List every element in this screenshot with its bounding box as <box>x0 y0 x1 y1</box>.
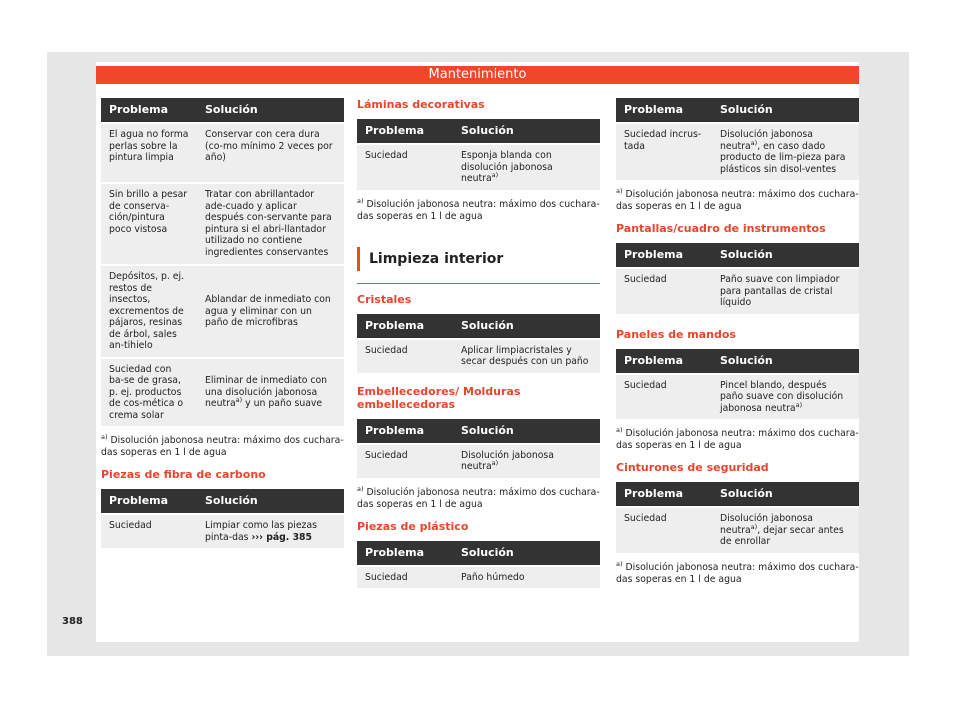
column-left <box>101 98 344 548</box>
table-header-problem: Problema <box>357 541 453 566</box>
table-header-solution: Solución <box>453 314 600 339</box>
footnote: $^{a)}$ Disolución jabonosa neutra: máximo dos cuchara-das soperas en 1 l de agua <box>616 559 859 585</box>
table-row <box>101 183 344 265</box>
cell-solution: Pincel blando, después paño suave con disolución jabonosa neutra$^{a)}$ <box>712 374 859 420</box>
table-row <box>357 444 600 478</box>
table-header-solution: Solución <box>712 482 859 507</box>
section-title: Láminas decorativas <box>357 98 485 111</box>
table-header-problem: Problema <box>357 314 453 339</box>
table-header-problem: Problema <box>616 349 712 374</box>
cell-problem: Sin brillo a pesar de conserva-ción/pintura poco vistosa <box>101 183 197 265</box>
table-header-solution: Solución <box>453 541 600 566</box>
footnote: $^{a)}$ Disolución jabonosa neutra: máximo dos cuchara-das soperas en 1 l de agua <box>101 432 344 458</box>
table-row <box>357 144 600 190</box>
table-row <box>616 268 859 314</box>
footnote: $^{a)}$ Disolución jabonosa neutra: máximo dos cuchara-das soperas en 1 l de agua <box>357 196 600 222</box>
cell-problem: Suciedad <box>101 514 197 548</box>
cell-solution: Aplicar limpiacristales y secar después con un paño <box>453 339 600 373</box>
glass-table <box>357 314 600 373</box>
cell-solution: Eliminar de inmediato con una disolución jabonosa neutra$^{a)}$ y un paño suave <box>197 358 344 427</box>
decor-table <box>357 119 600 190</box>
table-header-solution: Solución <box>712 349 859 374</box>
table-row <box>616 374 859 420</box>
section-title: Cristales <box>357 292 412 306</box>
cell-problem: Suciedad <box>357 444 453 478</box>
cell-problem: Suciedad <box>357 339 453 373</box>
footnote: $^{a)}$ Disolución jabonosa neutra: máximo dos cuchara-das soperas en 1 l de agua <box>616 186 859 212</box>
table-header-solution: Solución <box>712 98 859 123</box>
cell-problem: Suciedad <box>616 268 712 314</box>
table-row <box>357 566 600 589</box>
table-header-problem: Problema <box>616 243 712 268</box>
section-heading: Limpieza interior <box>357 247 600 271</box>
cell-problem: Suciedad con ba-se de grasa, p. ej. productos de cos-mética o crema solar <box>101 358 197 427</box>
cell-solution: Limpiar como las piezas pinta-das ››› pág. 385 <box>197 514 344 548</box>
crusted-table <box>616 98 859 180</box>
table-row <box>101 514 344 548</box>
section-title: Paneles de mandos <box>616 327 736 341</box>
carbon-table <box>101 489 344 548</box>
table-header-problem: Problema <box>616 98 712 123</box>
section-title: Pantallas/cuadro de instrumentos <box>616 222 826 235</box>
table-header-problem: Problema <box>101 489 197 514</box>
table-row <box>616 123 859 180</box>
trim-table <box>357 419 600 478</box>
cell-solution: Esponja blanda con disolución jabonosa neutra$^{a)}$ <box>453 144 600 190</box>
table-header-problem: Problema <box>101 98 197 123</box>
screens-table <box>616 243 859 314</box>
table-row <box>101 358 344 427</box>
heading-block <box>357 247 600 284</box>
cell-solution: Paño suave con limpiador para pantallas de cristal líquido <box>712 268 859 314</box>
page-number: 388 <box>62 616 83 627</box>
section-title: Embellecedores/ Molduras embellecedoras <box>357 384 521 411</box>
cell-solution: Paño húmedo <box>453 566 600 589</box>
section-title: Cinturones de seguridad <box>616 461 769 474</box>
controls-table <box>616 349 859 420</box>
cell-solution: Tratar con abrillantador ade-cuado y aplicar después con-servante para pintura si el abri-llantador utilizado no contiene ingredientes conservantes <box>197 183 344 265</box>
table-header-solution: Solución <box>453 119 600 144</box>
table-row <box>357 339 600 373</box>
table-row <box>101 123 344 183</box>
table-row <box>101 265 344 358</box>
footnote: $^{a)}$ Disolución jabonosa neutra: máximo dos cuchara-das soperas en 1 l de agua <box>616 425 859 451</box>
paint-table <box>101 98 344 426</box>
table-header-problem: Problema <box>616 482 712 507</box>
column-middle <box>357 98 600 588</box>
cell-problem: El agua no forma perlas sobre la pintura limpia <box>101 123 197 183</box>
footnote: $^{a)}$ Disolución jabonosa neutra: máximo dos cuchara-das soperas en 1 l de agua <box>357 484 600 510</box>
cell-solution: Disolución jabonosa neutra$^{a)}$ <box>453 444 600 478</box>
section-title: Piezas de plástico <box>357 519 469 533</box>
cell-problem: Suciedad <box>616 374 712 420</box>
cell-problem: Depósitos, p. ej. restos de insectos, excrementos de pájaros, resinas de árbol, sales an-tihielo <box>101 265 197 358</box>
table-header-problem: Problema <box>357 419 453 444</box>
cell-solution: Ablandar de inmediato con agua y eliminar con un paño de microfibras <box>197 265 344 358</box>
page-header: Mantenimiento <box>96 66 859 84</box>
belts-table <box>616 482 859 553</box>
cell-solution: Disolución jabonosa neutra$^{a)}$, dejar secar antes de enrollar <box>712 507 859 553</box>
table-row <box>616 507 859 553</box>
cell-problem: Suciedad <box>357 566 453 589</box>
page-reference-link[interactable]: ››› pág. 385 <box>251 531 312 543</box>
table-header-solution: Solución <box>453 419 600 444</box>
table-header-problem: Problema <box>357 119 453 144</box>
cell-solution: Conservar con cera dura (co-mo mínimo 2 veces por año) <box>197 123 344 183</box>
table-header-solution: Solución <box>712 243 859 268</box>
cell-problem: Suciedad incrus-tada <box>616 123 712 180</box>
table-header-solution: Solución <box>197 98 344 123</box>
cell-solution: Disolución jabonosa neutra$^{a)}$, en caso dado producto de lim-pieza para plásticos sin disol-ventes <box>712 123 859 180</box>
plastic-table <box>357 541 600 589</box>
table-header-solution: Solución <box>197 489 344 514</box>
column-right <box>616 98 859 586</box>
section-title: Piezas de fibra de carbono <box>101 468 266 481</box>
cell-problem: Suciedad <box>357 144 453 190</box>
cell-problem: Suciedad <box>616 507 712 553</box>
